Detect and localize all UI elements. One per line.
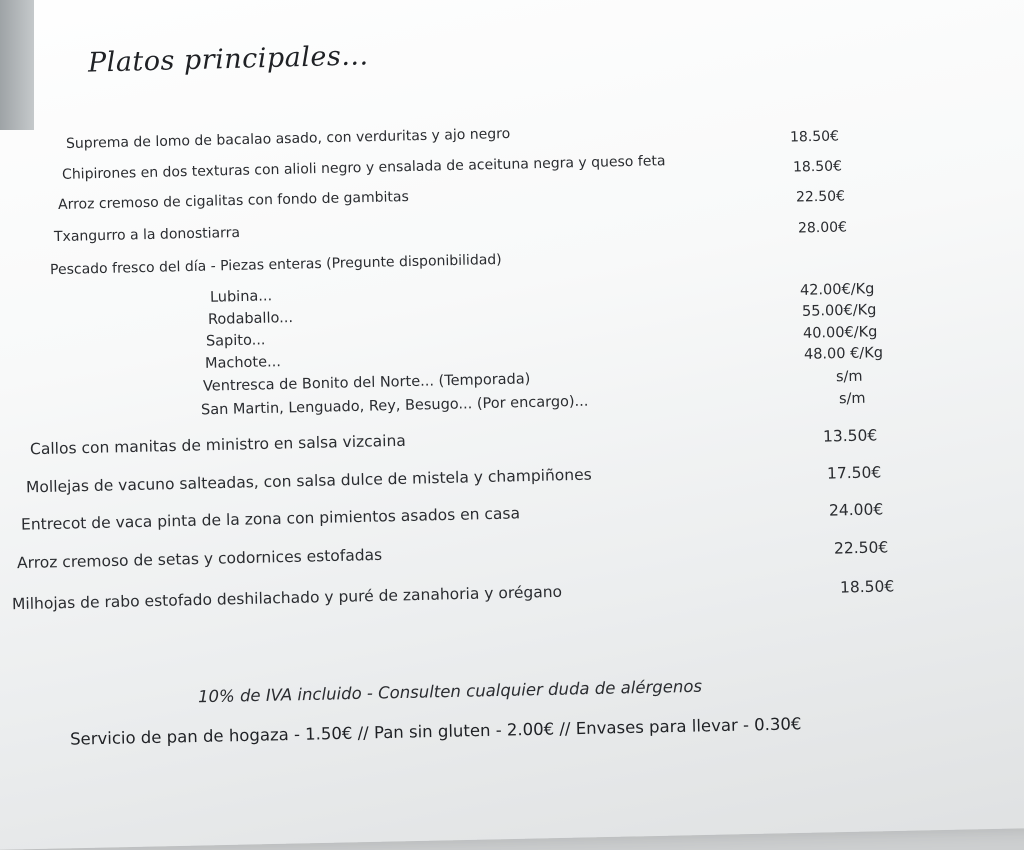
extra-services-line: Servicio de pan de hogaza - 1.50€ // Pan sin gluten - 2.00€ // Envases para llevar - 0.30€ (69, 714, 802, 749)
fish-name: Lubina... (209, 288, 273, 306)
fish-name: Sapito... (205, 332, 266, 350)
dish-name: Txangurro a la donostiarra (53, 224, 241, 246)
dish-name: Entrecot de vaca pinta de la zona con pimientos asados en casa (20, 504, 521, 534)
fish-price: 42.00€/Kg (799, 281, 875, 299)
fish-name: San Martin, Lenguado, Rey, Besugo... (Por encargo)... (200, 393, 589, 419)
dish-name: Arroz cremoso de setas y codornices estofadas (16, 545, 383, 573)
dish-price: 22.50€ (795, 188, 846, 206)
dish-price: 18.50€ (839, 577, 895, 597)
fish-price: 48.00 €/Kg (803, 345, 884, 363)
dish-name: Pescado fresco del día - Piezas enteras (Pregunte disponibilidad) (49, 251, 502, 279)
tax-allergen-note: 10% de IVA incluido - Consulten cualquier duda de alérgenos (197, 676, 703, 707)
dish-price: 18.50€ (789, 128, 840, 146)
dish-name: Mollejas de vacuno salteadas, con salsa dulce de mistela y champiñones (25, 465, 592, 497)
dish-name: Arroz cremoso de cigalitas con fondo de gambitas (57, 189, 409, 213)
fish-name: Machote... (204, 354, 282, 372)
dish-name: Chipirones en dos texturas con alioli negro y ensalada de aceituna negra y queso feta (61, 153, 666, 183)
menu-title: Platos principales... (87, 40, 369, 79)
fish-price: s/m (838, 390, 866, 408)
fish-name: Rodaballo... (207, 310, 294, 328)
dish-name: Callos con manitas de ministro en salsa vizcaina (29, 431, 407, 459)
dish-name: Suprema de lomo de bacalao asado, con verduritas y ajo negro (65, 125, 511, 153)
fish-price: s/m (835, 368, 863, 386)
fish-price: 40.00€/Kg (802, 324, 878, 342)
dish-name: Milhojas de rabo estofado deshilachado y puré de zanahoria y orégano (11, 582, 563, 614)
dish-price: 17.50€ (826, 463, 882, 483)
dish-price: 22.50€ (833, 538, 889, 558)
dish-price: 18.50€ (792, 158, 843, 176)
dish-price: 13.50€ (822, 426, 878, 446)
fish-price: 55.00€/Kg (801, 302, 877, 320)
dish-price: 28.00€ (797, 219, 848, 237)
fish-name: Ventresca de Bonito del Norte... (Temporada) (202, 371, 531, 395)
dish-price: 24.00€ (828, 500, 884, 520)
